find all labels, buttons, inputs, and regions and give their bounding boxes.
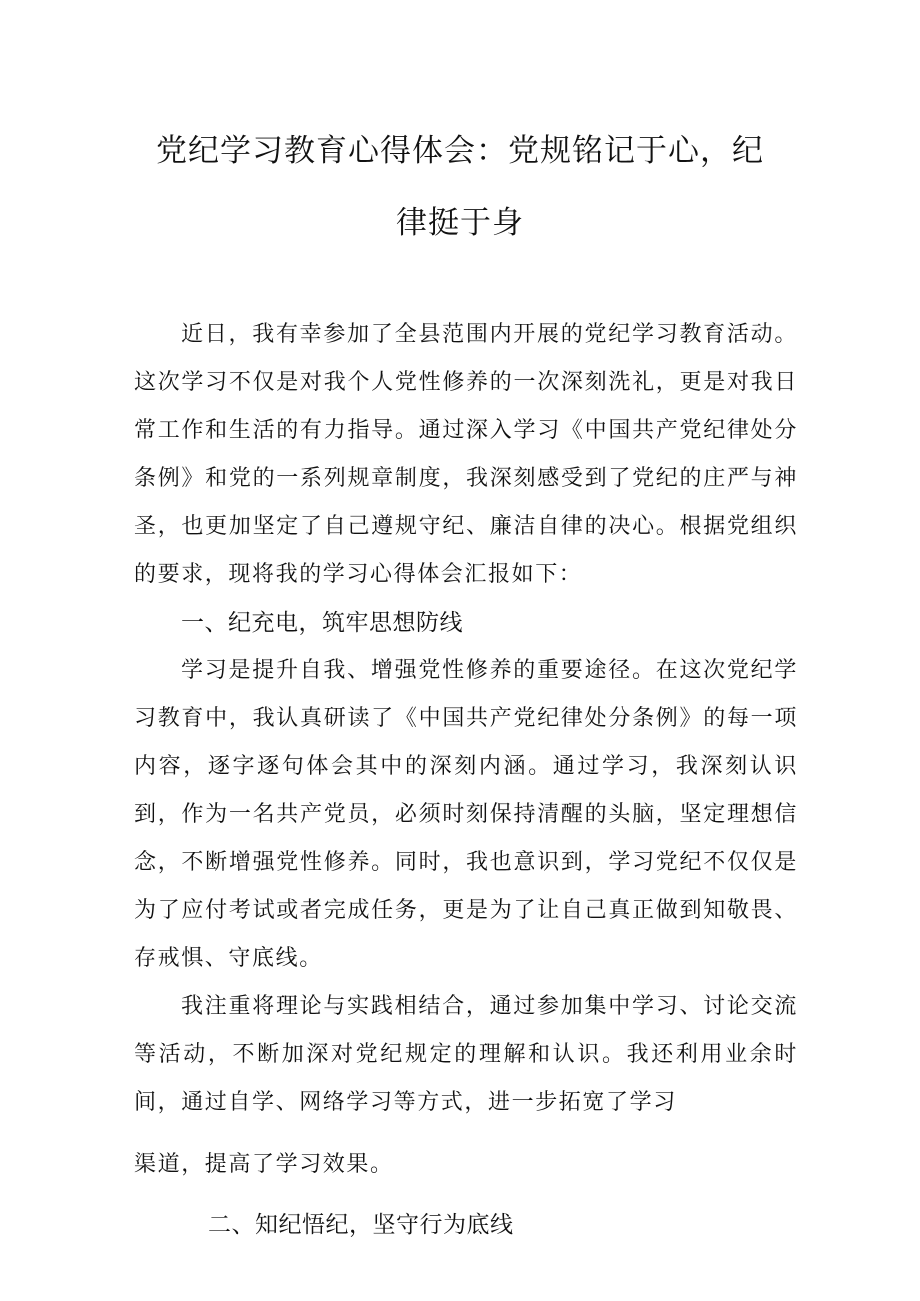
- section-2-heading: 二、知纪悟纪，坚守行为底线: [208, 1212, 514, 1238]
- document-body: [134, 311, 798, 1249]
- section-1-paragraph-1: 学习是提升自我、增强党性修养的重要途径。在这次党纪学习教育中，我认真研读了《中国共产党纪律处分条例》的每一项内容，逐字逐句体会其中的深刻内涵。通过学习，我深刻认识到，作为一名共产党员，必须时刻保持清醒的头脑，坚定理想信念，不断增强党性修养。同时，我也意识到，学习党纪不仅仅是为了应付考试或者完成任务，更是为了让自己真正做到知敬畏、存戒惧、守底线。: [134, 658, 798, 971]
- section-1-heading: 一、纪充电，筑牢思想防线: [181, 610, 463, 636]
- section-1-paragraph-2: 我注重将理论与实践相结合，通过参加集中学习、讨论交流等活动，不断加深对党纪规定的理解和认识。我还利用业余时间，通过自学、网络学习等方式，进一步拓宽了学习: [134, 994, 798, 1115]
- document-title-line-1: 党纪学习教育心得体会：党规铭记于心，纪: [156, 133, 764, 169]
- intro-paragraph: 近日，我有幸参加了全县范围内开展的党纪学习教育活动。这次学习不仅是对我个人党性修养的一次深刻洗礼，更是对我日常工作和生活的有力指导。通过深入学习《中国共产党纪律处分条例》和党的一系列规章制度，我深刻感受到了党纪的庄严与神圣，也更加坚定了自己遵规守纪、廉洁自律的决心。根据党组织的要求，现将我的学习心得体会汇报如下：: [134, 322, 798, 587]
- document-title-line-2: 律挺于身: [396, 205, 524, 241]
- section-1-paragraph-2-continued: 渠道，提高了学习效果。: [134, 1152, 394, 1177]
